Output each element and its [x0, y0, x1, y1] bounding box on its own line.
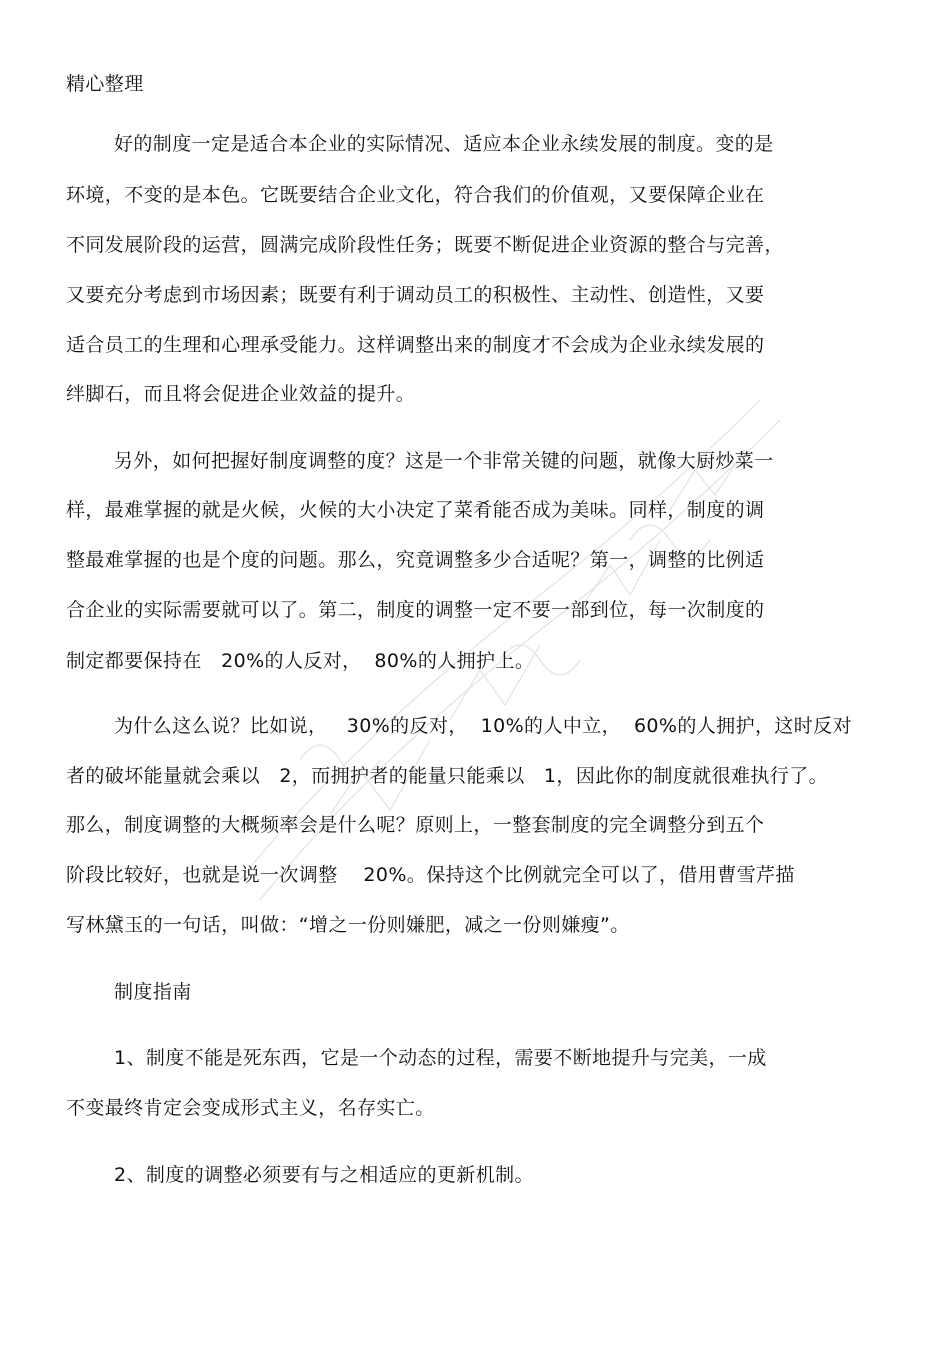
- paragraph-line: 者的破坏能量就会乘以 2，而拥护者的能量只能乘以 1，因此你的制度就很难执行了。: [66, 765, 829, 787]
- paragraph-line: 另外，如何把握好制度调整的度？这是一个非常关键的问题，就像大厨炒菜一: [114, 450, 774, 472]
- paragraph-line: 制定都要保持在 20%的人反对， 80%的人拥护上。: [66, 650, 535, 672]
- list-item-line: 2、制度的调整必须要有与之相适应的更新机制。: [114, 1164, 534, 1186]
- paragraph-line: 环境，不变的是本色。它既要结合企业文化，符合我们的价值观，又要保障企业在: [66, 184, 765, 206]
- list-item-line: 不变最终肯定会变成形式主义，名存实亡。: [66, 1097, 435, 1119]
- paragraph-line: 那么，制度调整的大概频率会是什么呢？原则上，一整套制度的完全调整分到五个: [66, 814, 765, 836]
- paragraph-line: 样，最难掌握的就是火候，火候的大小决定了菜肴能否成为美味。同样，制度的调: [66, 499, 765, 521]
- page-header: 精心整理: [66, 73, 144, 95]
- section-heading: 制度指南: [114, 981, 192, 1003]
- paragraph-line: 阶段比较好，也就是说一次调整 20%。保持这个比例就完全可以了，借用曹雪芹描: [66, 864, 795, 886]
- paragraph-line: 适合员工的生理和心理承受能力。这样调整出来的制度才不会成为企业永续发展的: [66, 334, 765, 356]
- paragraph-line: 绊脚石，而且将会促进企业效益的提升。: [66, 383, 416, 405]
- paragraph-line: 为什么这么说？比如说， 30%的反对， 10%的人中立， 60%的人拥护，这时反对: [114, 715, 852, 737]
- paragraph-line: 好的制度一定是适合本企业的实际情况、适应本企业永续发展的制度。变的是: [114, 133, 774, 155]
- paragraph-line: 不同发展阶段的运营，圆满完成阶段性任务；既要不断促进企业资源的整合与完善，: [66, 234, 784, 256]
- list-item-line: 1、制度不能是死东西，它是一个动态的过程，需要不断地提升与完美，一成: [114, 1047, 767, 1069]
- paragraph-line: 又要充分考虑到市场因素；既要有利于调动员工的积极性、主动性、创造性，又要: [66, 284, 765, 306]
- paragraph-line: 写林黛玉的一句话，叫做：“增之一份则嫌肥，减之一份则嫌瘦”。: [66, 914, 630, 936]
- paragraph-line: 整最难掌握的也是个度的问题。那么，究竟调整多少合适呢？第一，调整的比例适: [66, 549, 765, 571]
- paragraph-line: 合企业的实际需要就可以了。第二，制度的调整一定不要一部到位，每一次制度的: [66, 599, 765, 621]
